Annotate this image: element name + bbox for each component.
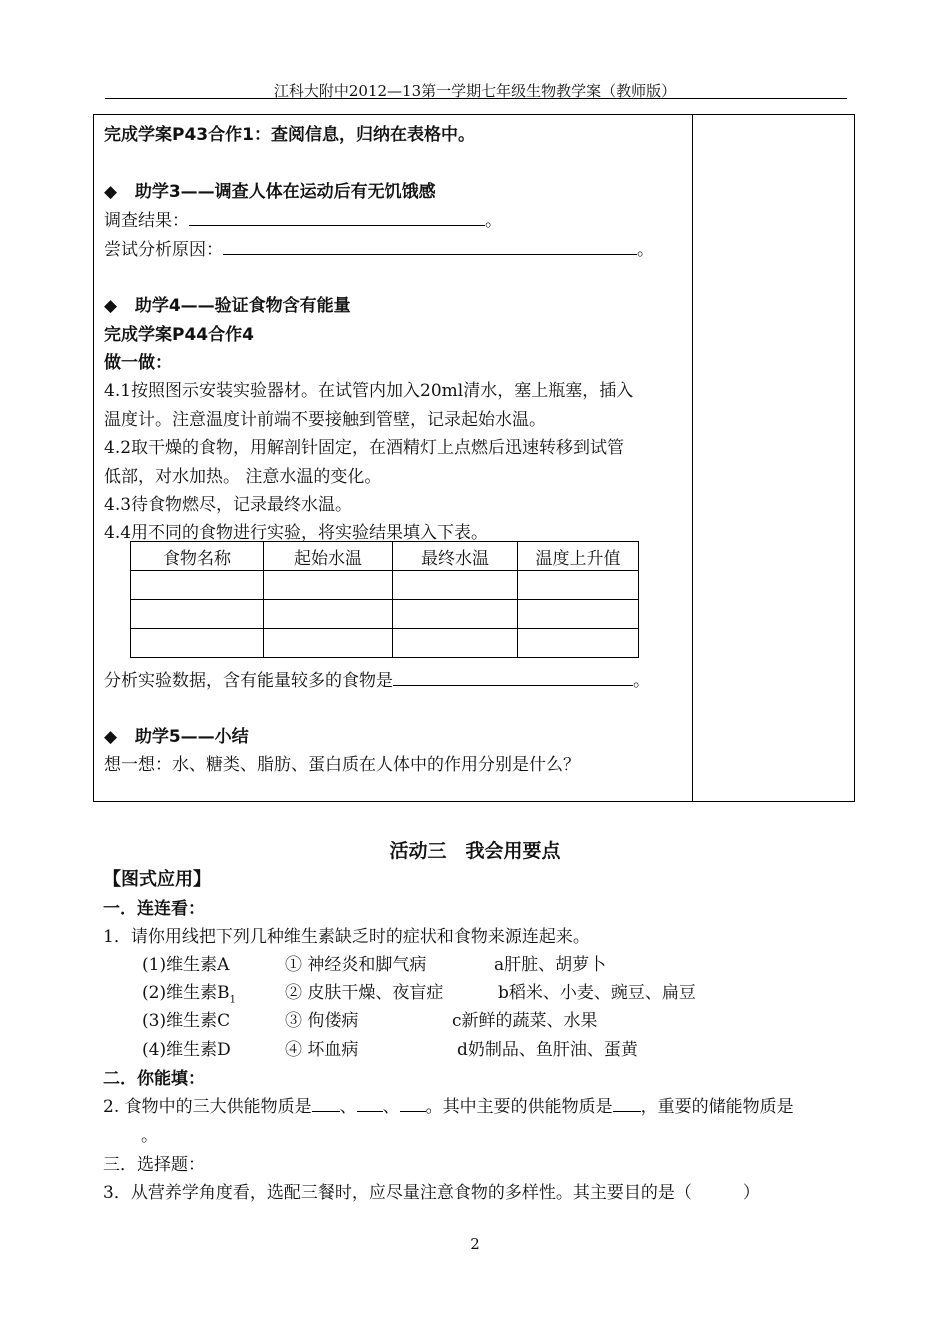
table-header-cell: 最终水温	[393, 542, 518, 571]
analysis-line	[104, 666, 650, 691]
helper5-title: 助学5——小结	[134, 727, 249, 747]
reason-period: 。	[637, 240, 654, 260]
vitamin-source[interactable]: b稻米、小麦、豌豆、扁豆	[498, 983, 696, 1003]
vitamin-name: (1)维生素A	[142, 955, 230, 975]
diamond-bullet-icon: ◆	[104, 727, 118, 747]
reason-blank[interactable]	[223, 238, 637, 255]
q2-blank[interactable]	[357, 1095, 383, 1112]
activity3-title: 活动三 我会用要点	[389, 840, 561, 862]
step-line: 温度计。注意温度计前端不要接触到管壁，记录起始水温。	[104, 410, 546, 430]
table-cell[interactable]	[393, 629, 518, 658]
task-p43: 完成学案P43合作1：查阅信息，归纳在表格中。	[104, 125, 475, 145]
table-header-row	[131, 542, 639, 571]
helper5-heading	[104, 722, 249, 747]
vitamin-symptom[interactable]: ③ 佝偻病	[285, 1011, 359, 1031]
experiment-table	[130, 541, 639, 658]
table-cell[interactable]	[264, 600, 393, 629]
table-cell[interactable]	[131, 571, 264, 600]
q2-sep: 、	[382, 1097, 400, 1117]
q2-line	[103, 1092, 794, 1117]
table-cell[interactable]	[518, 629, 639, 658]
table-header-cell: 温度上升值	[518, 542, 639, 571]
table-cell[interactable]	[264, 629, 393, 658]
q1-text: 1．请你用线把下列几种维生素缺乏时的症状和食物来源连起来。	[103, 927, 590, 947]
q2-blank[interactable]	[400, 1095, 426, 1112]
vitamin-symptom[interactable]: ④ 坏血病	[285, 1040, 359, 1060]
q2-start: 2. 食物中的三大供能物质是	[103, 1097, 312, 1117]
table-cell[interactable]	[518, 571, 639, 600]
analysis-period: 。	[633, 671, 650, 691]
page-number: 2	[470, 1235, 480, 1253]
part1-title: 一．连连看：	[103, 899, 205, 919]
vitamin-symptom[interactable]: ② 皮肤干燥、夜盲症	[285, 983, 444, 1003]
vitamin-subscript: 1	[229, 994, 236, 1006]
vitamin-name-text: (2)维生素B	[142, 983, 230, 1003]
table-row	[131, 629, 639, 658]
diamond-bullet-icon: ◆	[104, 182, 118, 202]
table-header-cell: 食物名称	[131, 542, 264, 571]
vitamin-source[interactable]: c新鲜的蔬菜、水果	[452, 1011, 598, 1031]
q2-blank[interactable]	[312, 1095, 340, 1112]
table-cell[interactable]	[393, 600, 518, 629]
step-line: 低部，对水加热。 注意水温的变化。	[104, 467, 382, 487]
step-line: 4.2取干燥的食物，用解剖针固定，在酒精灯上点燃后迅速转移到试管	[104, 438, 625, 458]
column-divider	[692, 114, 693, 802]
step-line: 4.1按照图示安装实验器材。在试管内加入20ml清水，塞上瓶塞，插入	[104, 381, 634, 401]
helper3-heading	[104, 177, 436, 202]
section-title: 【图式应用】	[103, 869, 211, 890]
table-cell[interactable]	[518, 600, 639, 629]
q2-mid2: ，重要的储能物质是	[640, 1097, 794, 1117]
survey-result-line	[104, 206, 502, 231]
table-cell[interactable]	[131, 600, 264, 629]
survey-result-blank[interactable]	[189, 209, 485, 226]
helper4-title: 助学4——验证食物含有能量	[134, 296, 351, 316]
do-it-heading: 做一做：	[104, 353, 172, 373]
task-p44: 完成学案P44合作4	[104, 325, 254, 345]
table-cell[interactable]	[131, 629, 264, 658]
helper5-question: 想一想：水、糖类、脂肪、蛋白质在人体中的作用分别是什么？	[104, 755, 580, 775]
vitamin-name: (4)维生素D	[142, 1040, 231, 1060]
reason-label: 尝试分析原因：	[104, 240, 223, 260]
analysis-label: 分析实验数据，含有能量较多的食物是	[104, 671, 393, 691]
header-rule	[105, 98, 847, 99]
q2-sep: 、	[339, 1097, 357, 1117]
table-row	[131, 600, 639, 629]
q2-mid: 。其中主要的供能物质是	[425, 1097, 613, 1117]
table-cell[interactable]	[264, 571, 393, 600]
step-line: 4.3待食物燃尽，记录最终水温。	[104, 495, 353, 515]
step-line: 4.4用不同的食物进行实验，将实验结果填入下表。	[104, 523, 489, 543]
table-header-cell: 起始水温	[264, 542, 393, 571]
diamond-bullet-icon: ◆	[104, 296, 118, 316]
survey-result-label: 调查结果：	[104, 211, 189, 231]
survey-result-period: 。	[485, 211, 502, 231]
table-cell[interactable]	[393, 571, 518, 600]
vitamin-source[interactable]: d奶制品、鱼肝油、蛋黄	[457, 1040, 638, 1060]
helper3-title: 助学3——调查人体在运动后有无饥饿感	[134, 182, 436, 202]
vitamin-name: (3)维生素C	[142, 1011, 231, 1031]
helper4-heading	[104, 291, 351, 316]
vitamin-name	[142, 978, 236, 1005]
vitamin-symptom[interactable]: ① 神经炎和脚气病	[285, 955, 427, 975]
table-row	[131, 571, 639, 600]
reason-line	[104, 235, 654, 260]
analysis-blank[interactable]	[393, 669, 633, 686]
vitamin-source[interactable]: a肝脏、胡萝卜	[494, 955, 607, 975]
part3-title: 三．选择题：	[103, 1155, 205, 1175]
q2-blank[interactable]	[613, 1095, 641, 1112]
part2-title: 二．你能填：	[103, 1069, 205, 1089]
q3-text: 3．从营养学角度看，选配三餐时，应尽量注意食物的多样性。其主要目的是（ ）	[103, 1183, 760, 1203]
page-header-title: 江科大附中2012—13第一学期七年级生物教学案（教师版）	[273, 82, 677, 100]
q2-end: 。	[141, 1126, 158, 1146]
